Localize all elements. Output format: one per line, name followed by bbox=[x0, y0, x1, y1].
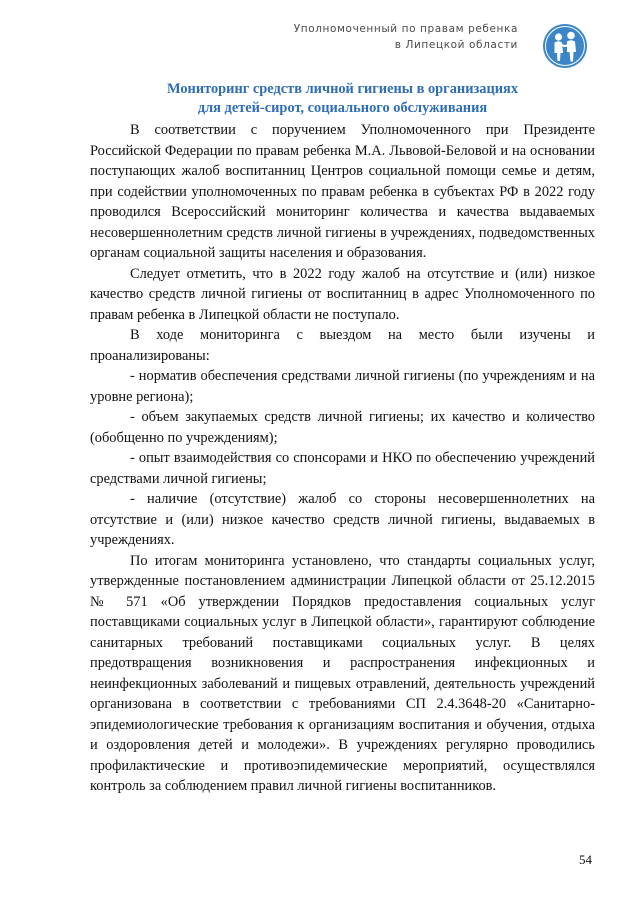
list-item-complaints: - наличие (отсутствие) жалоб со стороны несовершеннолетних на отсутствие и (или) низкое качество средств личной гигиены, выдаваемых в учреждениях. bbox=[90, 491, 595, 548]
document-body bbox=[90, 80, 595, 797]
header-org-line1: Уполномоченный по правам ребенка bbox=[293, 23, 518, 35]
header-org-name bbox=[294, 21, 518, 53]
list-item-sponsors: - опыт взаимодействия со спонсорами и НКО по обеспечению учреждений средствами личной гигиены; bbox=[90, 450, 595, 487]
header-org-line2: в Липецкой области bbox=[394, 39, 518, 51]
section-title-line1: Мониторинг средств личной гигиены в организациях bbox=[166, 81, 519, 97]
page-number: 54 bbox=[579, 852, 592, 867]
list-item-norm: - норматив обеспечения средствами личной гигиены (по учреждениям и на уровне региона); bbox=[90, 368, 595, 405]
section-title bbox=[90, 80, 595, 118]
paragraph-intro: В соответствии с поручением Уполномоченного при Президенте Российской Федерации по правам ребенка М.А. Львовой-Беловой и на основании поступающих жалоб воспитанниц Центров социальной помощи семье и детям, при содействии уполномоченных по правам ребенка в субъектах РФ в 2022 году проводился Всероссийский мониторинг количества и качества выдаваемых несовершеннолетним средств личной гигиены в учреждениях, подведомственных органам социальной защиты населения и образования. bbox=[90, 122, 595, 261]
section-title-line2: для детей-сирот, социального обслуживания bbox=[197, 100, 488, 116]
paragraph-no-complaints: Следует отметить, что в 2022 году жалоб на отсутствие и (или) низкое качество средств личной гигиены от воспитанниц в адрес Уполномоченного по правам ребенка в Липецкой области не поступало. bbox=[90, 265, 595, 323]
list-item-volume: - объем закупаемых средств личной гигиены; их качество и количество (обобщенно по учреждениям); bbox=[90, 409, 595, 446]
page-header bbox=[0, 0, 640, 70]
ombudsman-children-logo-icon bbox=[542, 23, 588, 69]
paragraph-results: По итогам мониторинга установлено, что стандарты социальных услуг, утвержденные постановлением администрации Липецкой области от 25.12.2015 № 571 «Об утверждении Порядков предоставления социальных услуг поставщиками социальных услуг в Липецкой области», гарантируют соблюдение санитарных требований поставщиками социальных услуг. В целях предотвращения возникновения и распространения инфекционных и неинфекционных заболеваний и пищевых отравлений, деятельность учреждений организована в соответствии с требованиями СП 2.4.3648-20 «Санитарно-эпидемиологические требования к организациям воспитания и обучения, отдыха и оздоровления детей и молодежи». В учреждениях регулярно проводились профилактические и противоэпидемические мероприятий, осуществлялся контроль за соблюдением правил личной гигиены воспитанников. bbox=[90, 552, 595, 794]
paragraph-monitoring-scope: В ходе мониторинга с выездом на место были изучены и проанализированы: bbox=[90, 327, 595, 364]
